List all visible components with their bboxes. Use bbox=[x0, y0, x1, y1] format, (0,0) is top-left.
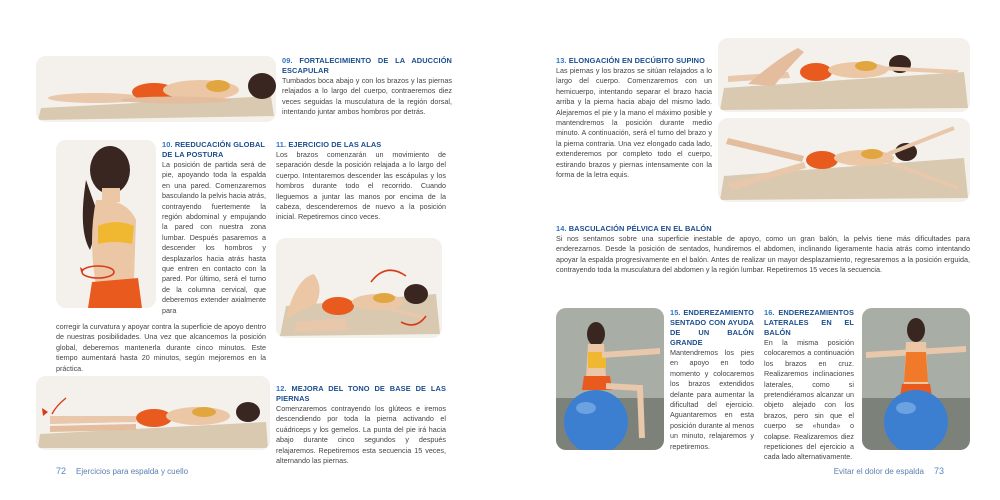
photo-elongation-x bbox=[718, 118, 970, 202]
section-body-part: corregir la curvatura y apoyar contra la superficie de apoyo dentro de nuestras posibilidades. Una vez que alcancemos la posición global, deberemos mantenerla durante cinco minutos. Este tiempo aumentará hasta 20 minutos, según mejoremos en la práctica. bbox=[56, 322, 266, 373]
section-title: ENDEREZAMIENTOS LATERALES EN EL BALÓN bbox=[764, 308, 854, 337]
photo-lying-prone bbox=[36, 56, 276, 122]
section-body: Si nos sentamos sobre una superficie inestable de apoyo, como un gran balón, la pelvis tiene más dificultades para enderezarnos. Desde la posición de sentados, hundiremos el abdomen, inclinando ligeramente hacia atrás como intentando apoyar la espalda progresivamente en el balón. Antes de realizar un mayor desplazamiento, regresaremos a la posición erguida, contrayendo toda la musculatura del abdomen y la región lumbar. Repetiremos 15 veces la secuencia. bbox=[556, 234, 970, 275]
section-title: ENDEREZAMIENTO SENTADO CON AYUDA DE UN BALÓN GRANDE bbox=[670, 308, 754, 347]
section-14 bbox=[556, 224, 970, 276]
section-number: 12. bbox=[276, 384, 287, 393]
footer-right bbox=[834, 466, 944, 476]
section-15 bbox=[670, 308, 754, 452]
running-title: Ejercicios para espalda y cuello bbox=[76, 467, 189, 476]
section-12 bbox=[276, 384, 446, 466]
page-number: 72 bbox=[56, 466, 67, 476]
section-heading bbox=[764, 308, 854, 338]
section-13 bbox=[556, 56, 712, 180]
photo-elongation-half bbox=[718, 38, 970, 112]
section-number: 15. bbox=[670, 308, 681, 317]
section-10-body-cont bbox=[56, 322, 266, 374]
section-heading bbox=[276, 140, 446, 150]
page-number: 73 bbox=[933, 466, 944, 476]
photo-seated-ball-lateral bbox=[862, 308, 970, 450]
section-heading bbox=[276, 384, 446, 404]
section-body: Los brazos comenzarán un movimiento de separación desde la posición relajada a lo largo del cuerpo. Intentaremos descender las escápulas y los hombros durante todo el recorrido. Cuando lleguemos a juntar las manos por encima de la cabeza, descenderemos de nuevo a la posición inicial. Repetiremos cinco veces. bbox=[276, 150, 446, 222]
section-title: REEDUCACIÓN GLOBAL DE LA POSTURA bbox=[162, 140, 265, 159]
section-11 bbox=[276, 140, 446, 223]
section-title: ELONGACIÓN EN DECÚBITO SUPINO bbox=[568, 56, 705, 65]
photo-leg-tone bbox=[36, 376, 270, 450]
section-number: 14. bbox=[556, 224, 567, 233]
section-10-body bbox=[162, 160, 266, 334]
section-09 bbox=[282, 56, 452, 118]
section-heading bbox=[556, 224, 970, 234]
section-body: En la misma posición colocaremos a continuación los brazos en cruz. Realizaremos inclinaciones laterales, como si pretendiéramos alcanzar un objeto alejado con los brazos, pero sin que el cuerpo se «hunda» o colapse. Realizaremos diez repeticiones del ejercicio a cada lado alternativamente. bbox=[764, 338, 854, 462]
photo-standing-posture bbox=[56, 140, 156, 308]
section-16 bbox=[764, 308, 854, 463]
footer-left bbox=[56, 466, 188, 476]
section-title: BASCULACIÓN PÉLVICA EN EL BALÓN bbox=[568, 224, 712, 233]
section-body: Comenzaremos contrayendo los glúteos e iremos descendiendo por toda la pierna activando el cuádriceps y los gemelos. La punta del pie irá hacia abajo durante cinco segundos y después relajaremos. Repetiremos esta secuencia 15 veces, alternando las piernas. bbox=[276, 404, 446, 466]
section-number: 09. bbox=[282, 56, 293, 65]
section-number: 10. bbox=[162, 140, 173, 149]
running-title: Evitar el dolor de espalda bbox=[833, 467, 924, 476]
section-body: Las piernas y los brazos se sitúan relajados a lo largo del cuerpo. Comenzaremos con un hemicuerpo, intentando separar el brazo hacia arriba y la pierna hacia abajo del mismo lado. Alejaremos el pie y la mano el máximo posible y mantendremos la posición durante medio minuto. A continuación, será el turno del brazo y la pierna contraria. Una vez elongado cada lado, extenderemos por completo todo el cuerpo, estirando brazos y piernas intensamente con la forma de la letra equis. bbox=[556, 66, 712, 180]
photo-wings-exercise bbox=[276, 238, 442, 338]
section-title: EJERCICIO DE LAS ALAS bbox=[288, 140, 382, 149]
section-heading bbox=[282, 56, 452, 76]
photo-seated-ball-front bbox=[556, 308, 664, 450]
section-body: Mantendremos los pies en apoyo en todo momento y colocaremos los brazos extendidos delante para aumentar la dificultad del ejercicio. Aguantaremos en esta posición durante al menos un minuto, relajaremos y repetiremos. bbox=[670, 348, 754, 451]
section-body-part: La posición de partida será de pie, apoyando toda la espalda en una pared. Comenzaremos basculando la pelvis hacia atrás, contrayendo fuertemente la región abdominal y empujando la pared con nuestra zona lumbar. Después pasaremos a descender los hombros y desplazarlos hacia atrás hasta que entren en contacto con la pared. Por último, será el turno de la columna cervical, que deberemos extender axialmente para bbox=[162, 160, 266, 315]
right-page bbox=[500, 0, 1000, 500]
section-title: MEJORA DEL TONO DE BASE DE LAS PIERNAS bbox=[276, 384, 446, 403]
section-heading bbox=[162, 140, 265, 160]
section-10 bbox=[162, 140, 265, 160]
section-body: Tumbados boca abajo y con los brazos y las piernas relajados a lo largo del cuerpo, contraeremos diez veces seguidas la musculatura de la región dorsal, intentando juntar ambos hombros por detrás. bbox=[282, 76, 452, 117]
section-number: 11. bbox=[276, 140, 287, 149]
section-heading bbox=[670, 308, 754, 348]
section-number: 13. bbox=[556, 56, 567, 65]
section-title: FORTALECIMIENTO DE LA ADUCCIÓN ESCAPULAR bbox=[282, 56, 452, 75]
section-number: 16. bbox=[764, 308, 775, 317]
section-heading bbox=[556, 56, 712, 66]
